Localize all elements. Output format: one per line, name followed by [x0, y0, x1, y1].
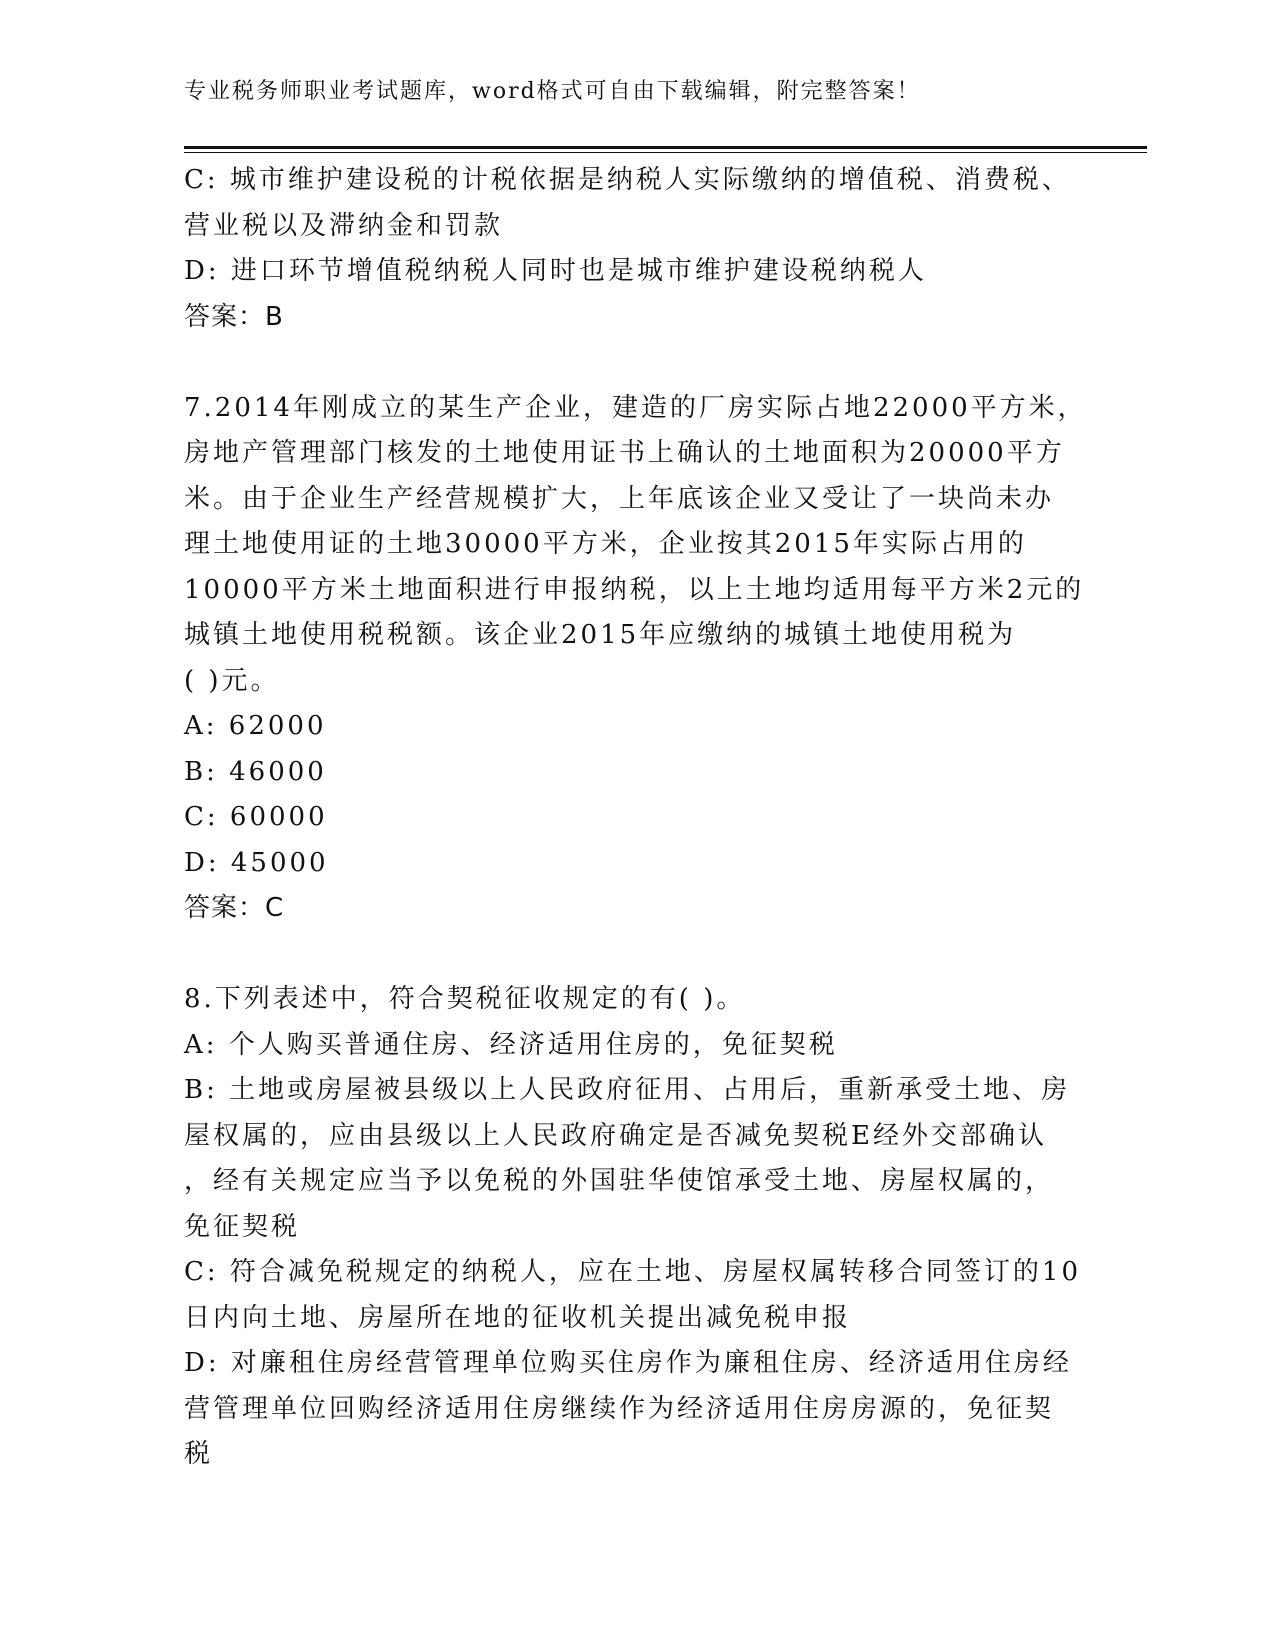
question-7-line: 城镇土地使用税税额。该企业2015年应缴纳的城镇土地使用税为 [184, 620, 1017, 650]
question-8-option-b: B: 土地或房屋被县级以上人民政府征用、占用后，重新承受土地、房 [184, 1075, 1071, 1105]
question-8-stem: 8.下列表述中，符合契税征收规定的有( )。 [184, 984, 746, 1014]
question-7-option-b: B: 46000 [184, 756, 327, 787]
header-rule-thin [184, 152, 1147, 153]
question-7-option-d: D: 45000 [184, 847, 329, 878]
question-7-line: 房地产管理部门核发的土地使用证书上确认的土地面积为20000平方 [184, 438, 1065, 468]
question-8-option-d: D: 对廉租住房经营管理单位购买住房作为廉租住房、经济适用住房经 [184, 1348, 1072, 1378]
question-7-line: 理土地使用证的土地30000平方米，企业按其2015年实际占用的 [184, 529, 1027, 559]
header-rule-thick [184, 146, 1147, 149]
spacer [184, 932, 1084, 978]
question-7-line: 米。由于企业生产经营规模扩大，上年底该企业又受让了一块尚未办 [184, 483, 1055, 514]
spacer [184, 340, 1084, 386]
answer-line: 答案：B [184, 301, 284, 332]
question-7-line: 10000平方米土地面积进行申报纳税，以上土地均适用每平方米2元的 [184, 574, 1085, 605]
page-header: 专业税务师职业考试题库，word格式可自由下载编辑，附完整答案！ [184, 79, 921, 104]
option-line: C: 城市维护建设税的计税依据是纳税人实际缴纳的增值税、消费税、 [184, 165, 1071, 195]
question-7-option-a: A: 62000 [184, 711, 327, 741]
question-8-option-b-cont: 免征契税 [184, 1211, 301, 1242]
question-7-answer: 答案：C [184, 893, 285, 923]
question-8-option-a: A: 个人购买普通住房、经济适用住房的，免征契税 [184, 1029, 838, 1060]
question-8-option-d-cont: 税 [184, 1439, 214, 1469]
question-8-option-d-cont: 营管理单位回购经济适用住房继续作为经济适用住房房源的，免征契 [184, 1393, 1055, 1424]
question-8-option-c: C: 符合减免税规定的纳税人，应在土地、房屋权属转移合同签订的10 [184, 1257, 1082, 1287]
option-line: 营业税以及滞纳金和罚款 [184, 210, 504, 241]
question-8-option-c-cont: 日内向土地、房屋所在地的征收机关提出减免税申报 [184, 1302, 852, 1333]
question-7-line: ( )元。 [184, 665, 280, 696]
question-8-option-b-cont: ，经有关规定应当予以免税的外国驻华使馆承受土地、房屋权属的， [184, 1166, 1055, 1196]
option-line: D: 进口环节增值税纳税人同时也是城市维护建设税纳税人 [184, 256, 927, 286]
question-8-option-b-cont: 屋权属的，应由县级以上人民政府确定是否减免契税E经外交部确认 [184, 1120, 1047, 1151]
document-body [184, 158, 1087, 1478]
question-7-line: 7.2014年刚成立的某生产企业，建造的厂房实际占地22000平方米， [184, 392, 1087, 423]
question-7-option-c: C: 60000 [184, 802, 328, 832]
